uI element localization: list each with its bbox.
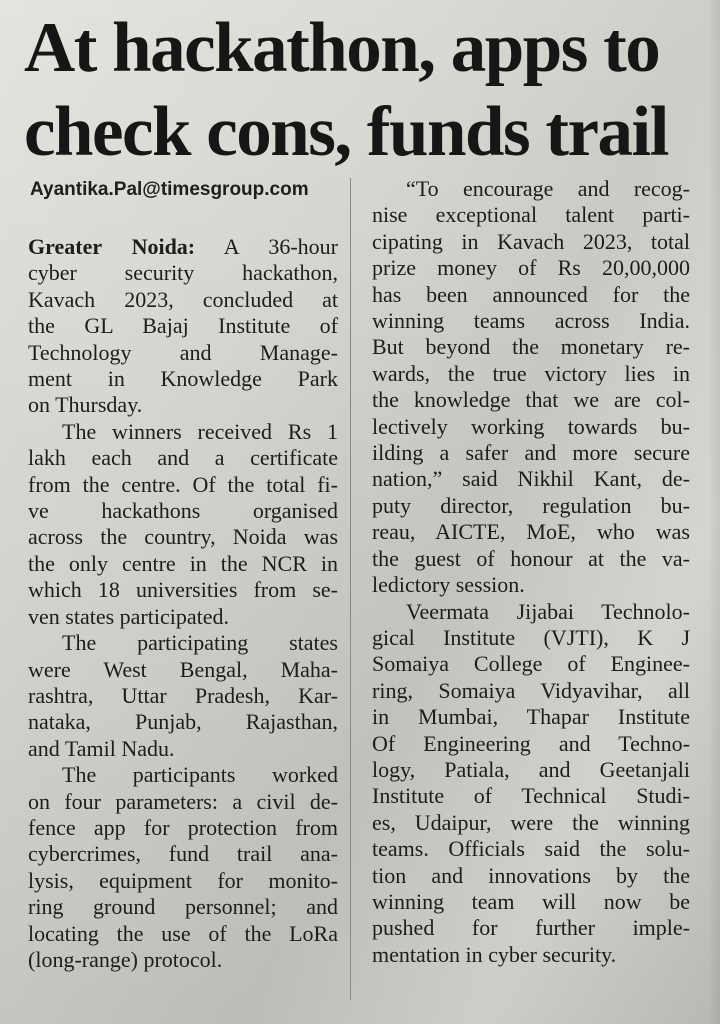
article-text: Kavach 2023, concluded at [28, 286, 338, 312]
article-text-line [372, 546, 690, 572]
article-text: cipating in Kavach 2023, total [372, 228, 690, 254]
article-text-line [28, 815, 338, 841]
article-text-line [372, 572, 690, 598]
article-text-line [28, 313, 338, 339]
article-text: pushed for further imple- [372, 915, 690, 941]
article-text: Of Engineering and Techno- [372, 730, 690, 756]
article-text-line [28, 789, 338, 815]
article-text: across the country, Noida was [28, 524, 338, 550]
article-text-line [28, 260, 338, 286]
article-text: mentation in cyber security. [372, 941, 617, 967]
article-text-line [372, 282, 690, 308]
article-text-line [372, 783, 690, 809]
article-text: prize money of Rs 20,00,000 [372, 255, 690, 281]
article-text: ring ground personnel; and [28, 894, 338, 920]
article-text: wards, the true victory lies in [372, 360, 690, 386]
article-text: winning team will now be [372, 888, 690, 914]
article-text: Veermata Jijabai Technolo- [406, 598, 690, 624]
headline-line: check cons, funds trail [24, 93, 668, 171]
article-text: lectively working towards bu- [372, 413, 690, 439]
article-text-line [28, 287, 338, 313]
article-text: nise exceptional talent parti- [372, 202, 690, 228]
article-text-line [372, 651, 690, 677]
article-text-line [372, 493, 690, 519]
article-text: reau, AICTE, MoE, who was [372, 519, 690, 545]
article-text: The winners received Rs 1 [62, 418, 338, 444]
article-text-line [372, 466, 690, 492]
article-text-line [372, 440, 690, 466]
article-text-line [372, 255, 690, 281]
article-text-line [372, 915, 690, 941]
article-text: has been announced for the [372, 281, 690, 307]
article-text-line [28, 841, 338, 867]
article-text: tion and innovations by the [372, 862, 690, 888]
article-text: and Tamil Nadu. [28, 735, 175, 761]
article-text-line [28, 340, 338, 366]
article-text-line [372, 625, 690, 651]
article-text-line [28, 921, 338, 947]
article-text: fence app for protection from [28, 814, 338, 840]
article-text: Technology and Manage- [28, 339, 338, 365]
article-text: ledictory session. [372, 572, 525, 598]
article-text: ilding a safer and more secure [372, 440, 690, 466]
article-text: The participating states [62, 630, 338, 656]
article-text-line [372, 519, 690, 545]
article-text-line [28, 947, 338, 973]
article-text-line [28, 551, 338, 577]
article-text-line [372, 176, 690, 202]
article-text: the guest of honour at the va- [372, 545, 690, 571]
article-text: from the centre. Of the total fi- [28, 471, 338, 497]
article-text: ven states participated. [28, 603, 229, 629]
article-text: ve hackathons organised [28, 498, 338, 524]
article-text: puty director, regulation bu- [372, 492, 690, 518]
article-text-line [372, 599, 690, 625]
article-column-left [28, 234, 338, 973]
article-text: The participants worked [62, 762, 338, 788]
article-text: which 18 universities from se- [28, 577, 338, 603]
article-text: winning teams across India. [372, 308, 690, 334]
article-text: Somaiya College of Enginee- [372, 651, 690, 677]
article-text: in Mumbai, Thapar Institute [372, 704, 690, 730]
column-divider [350, 178, 351, 1000]
article-text: teams. Officials said the solu- [372, 836, 690, 862]
article-text-line [28, 445, 338, 471]
article-text-line [372, 942, 690, 968]
article-text-line [372, 308, 690, 334]
article-text-line [28, 577, 338, 603]
article-text: cyber security hackathon, [28, 260, 338, 286]
byline-email: Ayantika.Pal@timesgroup.com [30, 179, 309, 200]
article-text: ment in Knowledge Park [28, 366, 338, 392]
article-column-right [372, 176, 690, 968]
article-text-line [372, 334, 690, 360]
article-text-line [28, 709, 338, 735]
article-text-line [28, 657, 338, 683]
article-text: lakh each and a certificate [28, 445, 338, 471]
article-text-line [28, 419, 338, 445]
article-text-line [28, 234, 338, 260]
article-text-line [28, 683, 338, 709]
article-text-line [372, 836, 690, 862]
article-text: cybercrimes, fund trail ana- [28, 841, 338, 867]
article-text: ring, Somaiya Vidyavihar, all [372, 677, 690, 703]
article-text-line [372, 387, 690, 413]
article-text-line [372, 678, 690, 704]
article-text: (long-range) protocol. [28, 946, 223, 972]
article-text-line [28, 604, 338, 630]
article-text-line [28, 762, 338, 788]
article-text-line [28, 366, 338, 392]
article-text: on four parameters: a civil de- [28, 788, 338, 814]
headline [24, 6, 704, 174]
headline-line: At hackathon, apps to [24, 9, 660, 87]
article-text-line [28, 868, 338, 894]
article-text: were West Bengal, Maha- [28, 656, 338, 682]
article-text: gical Institute (VJTI), K J [372, 624, 690, 650]
article-text: “To encourage and recog- [406, 176, 690, 201]
article-text: the only centre in the NCR in [28, 550, 338, 576]
article-text: A 36-hour [223, 234, 338, 259]
article-text: es, Udaipur, were the winning [372, 809, 690, 835]
paper-edge-shadow [708, 0, 720, 1024]
article-text: the GL Bajaj Institute of [28, 313, 338, 339]
article-text-line [28, 498, 338, 524]
article-text-line [28, 472, 338, 498]
article-text-line [372, 704, 690, 730]
article-text-line [28, 736, 338, 762]
article-text-line [372, 757, 690, 783]
dateline: Greater Noida: [28, 234, 196, 259]
article-text: rashtra, Uttar Pradesh, Kar- [28, 682, 338, 708]
article-text-line [372, 863, 690, 889]
article-text: nataka, Punjab, Rajasthan, [28, 709, 338, 735]
article-text-line [28, 630, 338, 656]
article-text: nation,” said Nikhil Kant, de- [372, 466, 690, 492]
article-text: But beyond the monetary re- [372, 334, 690, 360]
article-text: logy, Patiala, and Geetanjali [372, 756, 690, 782]
article-text-line [372, 731, 690, 757]
article-text-line [28, 524, 338, 550]
article-text-line [28, 894, 338, 920]
article-text: the knowledge that we are col- [372, 387, 690, 413]
article-text-line [372, 202, 690, 228]
article-text: Institute of Technical Studi- [372, 783, 690, 809]
article-text-line [372, 889, 690, 915]
article-text-line [372, 414, 690, 440]
article-text-line [28, 392, 338, 418]
article-text: locating the use of the LoRa [28, 920, 338, 946]
article-text: on Thursday. [28, 392, 143, 418]
article-text-line [372, 810, 690, 836]
article-text-line [372, 361, 690, 387]
article-text-line [372, 229, 690, 255]
article-text: lysis, equipment for monito- [28, 867, 338, 893]
